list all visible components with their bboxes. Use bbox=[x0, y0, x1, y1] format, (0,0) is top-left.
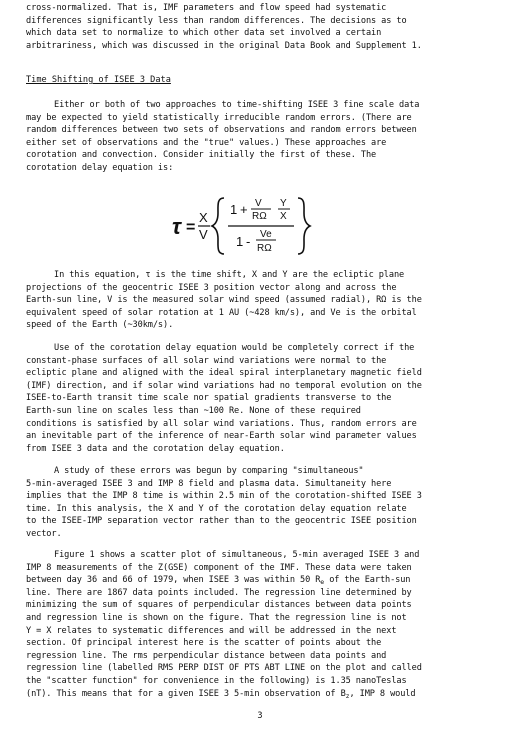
ve-numerator: Ve bbox=[260, 229, 272, 240]
text-line: IMP 8 measurements of the Z(GSE) component of the IMF. These data were taken bbox=[26, 562, 412, 573]
x-numerator: X bbox=[199, 210, 208, 225]
text-line: the "scatter function" for convenience in the following) is 1.35 nanoTeslas bbox=[26, 675, 407, 686]
text-run: between day 36 and 66 of 1979, when ISEE 3 was within 50 R bbox=[26, 575, 321, 586]
text-line: 5-min-averaged ISEE 3 and IMP 8 field and plasma data. Simultaneity here bbox=[26, 478, 392, 489]
text-line: projections of the geocentric ISEE 3 position vector along and across the bbox=[26, 282, 397, 293]
text-line: conditions is satisfied by all solar wind variations. Thus, random errors are bbox=[26, 418, 417, 429]
equals-sign: = bbox=[186, 219, 196, 236]
text-line: In this equation, τ is the time shift, X and Y are the ecliptic plane bbox=[54, 270, 405, 280]
text-line: constant-phase surfaces of all solar wind variations were normal to the bbox=[26, 355, 387, 366]
text-line: A study of these errors was begun by comparing "simultaneous" bbox=[54, 466, 364, 476]
text-line: minimizing the sum of squares of perpendicular distances between data points bbox=[26, 600, 412, 611]
paragraph-4 bbox=[26, 465, 496, 541]
text-line bbox=[26, 688, 496, 701]
text-line: corotation and convection. Consider initially the first of these. The bbox=[26, 150, 377, 161]
text-run: (nT). This means that for a given ISEE 3 5-min observation of B bbox=[26, 688, 346, 699]
text-line: cross-normalized. That is, IMF parameters and flow speed had systematic bbox=[26, 3, 387, 13]
numerator-one: 1 bbox=[230, 202, 238, 217]
text-line: section. Of principal interest here is the scatter of points about the bbox=[26, 638, 382, 649]
earth-radius-subscript: e bbox=[320, 578, 325, 587]
v-denominator: V bbox=[199, 227, 208, 242]
text-line: random differences between two sets of observations and random errors between bbox=[26, 125, 417, 136]
r-omega: RΩ bbox=[252, 211, 267, 222]
page-number: 3 bbox=[257, 711, 263, 721]
paragraph-1 bbox=[26, 99, 496, 175]
text-line: either set of observations and the "true" values.) These approaches are bbox=[26, 137, 387, 148]
text-line: regression line. The rms perpendicular distance between data points and bbox=[26, 650, 387, 661]
text-run: , IMP 8 would bbox=[349, 688, 416, 699]
text-line: which data set to normalize to which other data set involved a certain bbox=[26, 28, 382, 39]
text-line: speed of the Earth (~30km/s). bbox=[26, 320, 174, 331]
text-line: corotation delay equation is: bbox=[26, 162, 174, 173]
text-line: ecliptic plane and aligned with the ideal spiral interplanetary magnetic field bbox=[26, 368, 422, 379]
text-line: differences significantly less than random differences. The decisions as to bbox=[26, 15, 407, 26]
text-run: of the Earth-sun bbox=[324, 575, 411, 586]
tau-symbol: τ bbox=[172, 214, 181, 239]
text-line: and regression line is shown on the figure. That the regression line is not bbox=[26, 612, 407, 623]
equation-graphic bbox=[0, 192, 520, 262]
y-over-x-den: X bbox=[280, 211, 287, 222]
minus-sign: - bbox=[246, 234, 251, 249]
denominator-one: 1 bbox=[236, 234, 244, 249]
text-line: Earth-sun line, V is the measured solar wind speed (assumed radial), RΩ is the bbox=[26, 295, 422, 306]
r-omega-denominator: RΩ bbox=[257, 243, 272, 254]
text-line: Earth-sun line on scales less than ~100 Re. None of these required bbox=[26, 405, 361, 416]
text-line: Figure 1 shows a scatter plot of simultaneous, 5-min averaged ISEE 3 and bbox=[54, 550, 420, 560]
text-line: vector. bbox=[26, 528, 62, 539]
text-line: (IMF) direction, and if solar wind variations had no temporal evolution on the bbox=[26, 380, 422, 391]
text-line: Y = X relates to systematic differences and will be addressed in the next bbox=[26, 625, 397, 636]
y-over-x-num: Y bbox=[280, 198, 287, 209]
text-line: equivalent speed of solar rotation at 1 AU (~428 km/s), and Ve is the orbital bbox=[26, 307, 417, 318]
text-line: may be expected to yield statistically irreducible random errors. (There are bbox=[26, 112, 412, 123]
text-line: regression line (labelled RMS PERP DIST OF PTS ABT LINE on the plot and called bbox=[26, 663, 422, 674]
text-line: to the ISEE-IMP separation vector rather than to the geocentric ISEE position bbox=[26, 516, 417, 527]
left-brace bbox=[212, 198, 224, 254]
paragraph-2 bbox=[26, 269, 496, 332]
text-line: from ISEE 3 data and the corotation delay equation. bbox=[26, 443, 285, 454]
text-line: an inevitable part of the inference of near-Earth solar wind parameter values bbox=[26, 431, 417, 442]
text-line: time. In this analysis, the X and Y of the corotation delay equation relate bbox=[26, 503, 407, 514]
paragraph-3 bbox=[26, 342, 496, 455]
section-heading: Time Shifting of ISEE 3 Data bbox=[26, 75, 171, 85]
text-line: Either or both of two approaches to time-shifting ISEE 3 fine scale data bbox=[54, 100, 420, 110]
bz-subscript: z bbox=[345, 691, 350, 700]
text-line: Use of the corotation delay equation would be completely correct if the bbox=[54, 343, 415, 353]
corotation-equation bbox=[0, 192, 520, 262]
right-brace bbox=[298, 198, 310, 254]
text-line: implies that the IMP 8 time is within 2.5 min of the corotation-shifted ISEE 3 bbox=[26, 491, 422, 502]
plus-sign: + bbox=[240, 202, 248, 217]
text-line: ISEE-to-Earth transit time scale nor spatial gradients transverse to the bbox=[26, 393, 392, 404]
v-over-romega-num: V bbox=[255, 198, 262, 209]
text-line: arbitrariness, which was discussed in the original Data Book and Supplement 1. bbox=[26, 40, 422, 51]
text-line bbox=[26, 574, 496, 587]
text-line: line. There are 1867 data points included. The regression line determined by bbox=[26, 587, 412, 598]
paragraph-5 bbox=[26, 549, 496, 700]
intro-paragraph bbox=[26, 2, 496, 52]
